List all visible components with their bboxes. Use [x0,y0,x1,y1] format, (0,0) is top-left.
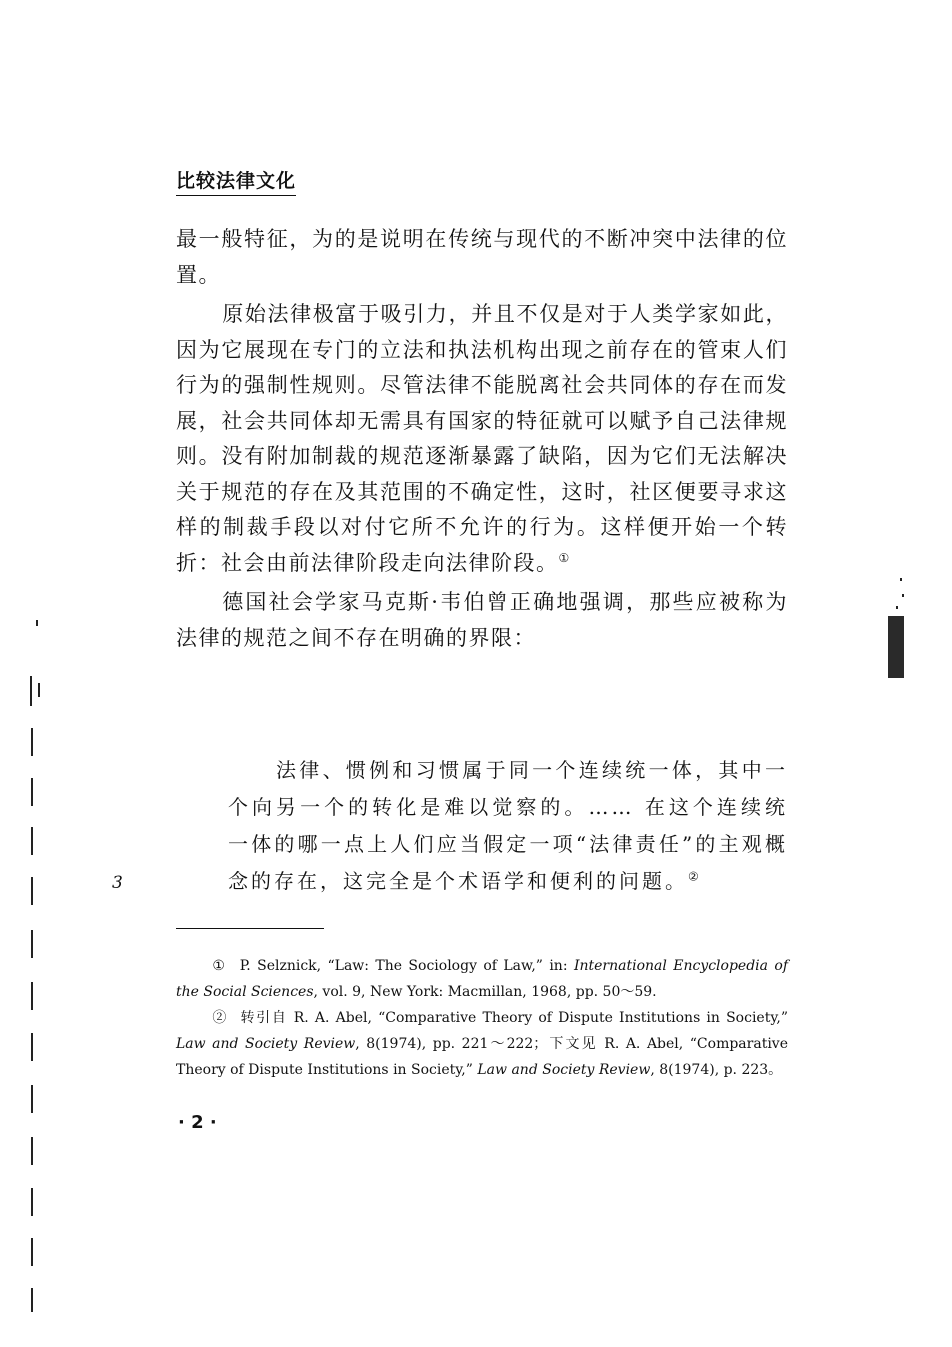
scan-artifact-left-12 [31,1188,33,1216]
scan-artifact-left-2 [38,683,40,697]
footnote-ref-1[interactable]: ① [558,550,571,565]
footnote-1-tail: , vol. 9, New York: Macmillan, 1968, pp. 50～59. [313,984,657,1000]
footnote-1-text: P. Selznick, “Law: The Sociology of Law,” in: [239,958,574,974]
footnote-2-tail: , 8(1974), p. 223。 [650,1062,783,1078]
footnote-rule [176,928,324,929]
footnote-1 [176,953,788,1005]
paragraph-2 [176,297,788,581]
scan-artifact-left-14 [31,1288,33,1312]
paragraph-3: 德国社会学家马克斯·韦伯曾正确地强调，那些应被称为法律的规范之间不存在明确的界限： [176,590,788,650]
scan-artifact-left-5 [31,827,33,855]
footnote-2-mark: ② [212,1010,229,1026]
scan-artifact-left-8 [31,982,33,1010]
footnote-1-title: International Encyclopedia of the Social Sciences [176,958,789,1000]
scan-artifact-right-dot-3 [896,606,898,609]
running-head: 比较法律文化 [176,166,296,196]
footnote-2-text: 转引自 R. A. Abel, “Comparative Theory of Dispute Institutions in Society,” [240,1010,788,1026]
margin-number: 3 [112,873,123,893]
scan-artifact-left-7 [31,930,33,958]
footnote-2-journal-2: Law and Society Review [477,1062,651,1078]
scan-artifact-left-11 [31,1137,33,1165]
scan-artifact-left-4 [31,778,33,806]
scan-artifact-left-6 [31,877,33,905]
scan-artifact-left-3 [31,728,33,756]
footnote-2-mid: , 8(1974), pp. 221～222；下文见 R. A. Abel, “Comparative Theory of Dispute Institutions in Society,” [176,1036,788,1078]
scan-artifact-left-1 [30,676,32,706]
page-number: · 2 · [178,1112,217,1133]
footnote-2-journal: Law and Society Review [176,1036,356,1052]
scan-artifact-right-dot-2 [902,594,904,597]
footnote-ref-2[interactable]: ② [688,869,702,884]
scan-artifact-left-9 [31,1033,33,1061]
body-text [176,222,788,656]
scan-artifact-right-dot-1 [900,578,902,581]
scan-artifact-left-10 [31,1085,33,1113]
quote-text: 法律、惯例和习惯属于同一个连续统一体，其中一个向另一个的转化是难以觉察的。…… 在这个连续统一体的哪一点上人们应当假定一项“法律责任”的主观概念的存在，这完全是个术语学和便利的问题。 [228,758,788,893]
paragraph-2-text: 原始法律极富于吸引力，并且不仅是对于人类学家如此，因为它展现在专门的立法和执法机构出现之前存在的管束人们行为的强制性规则。尽管法律不能脱离社会共同体的存在而发展，社会共同体却无需具有国家的特征就可以赋予自己法律规则。没有附加制裁的规范逐渐暴露了缺陷，因为它们无法解决关于规范的存在及其范围的不确定性，这时，社区便要寻求这样的制裁手段以对付它所不允许的行为。这样便开始一个转折：社会由前法律阶段走向法律阶段。 [176,302,788,575]
paragraph-1: 最一般特征，为的是说明在传统与现代的不断冲突中法律的位置。 [176,227,788,287]
footnote-1-mark: ① [212,958,227,974]
scan-artifact-right-block [888,616,904,678]
scan-artifact-left-13 [31,1238,33,1266]
block-quote [228,752,788,900]
footnotes [176,953,788,1083]
scan-artifact-left-15 [36,620,38,626]
footnote-2 [176,1005,788,1083]
